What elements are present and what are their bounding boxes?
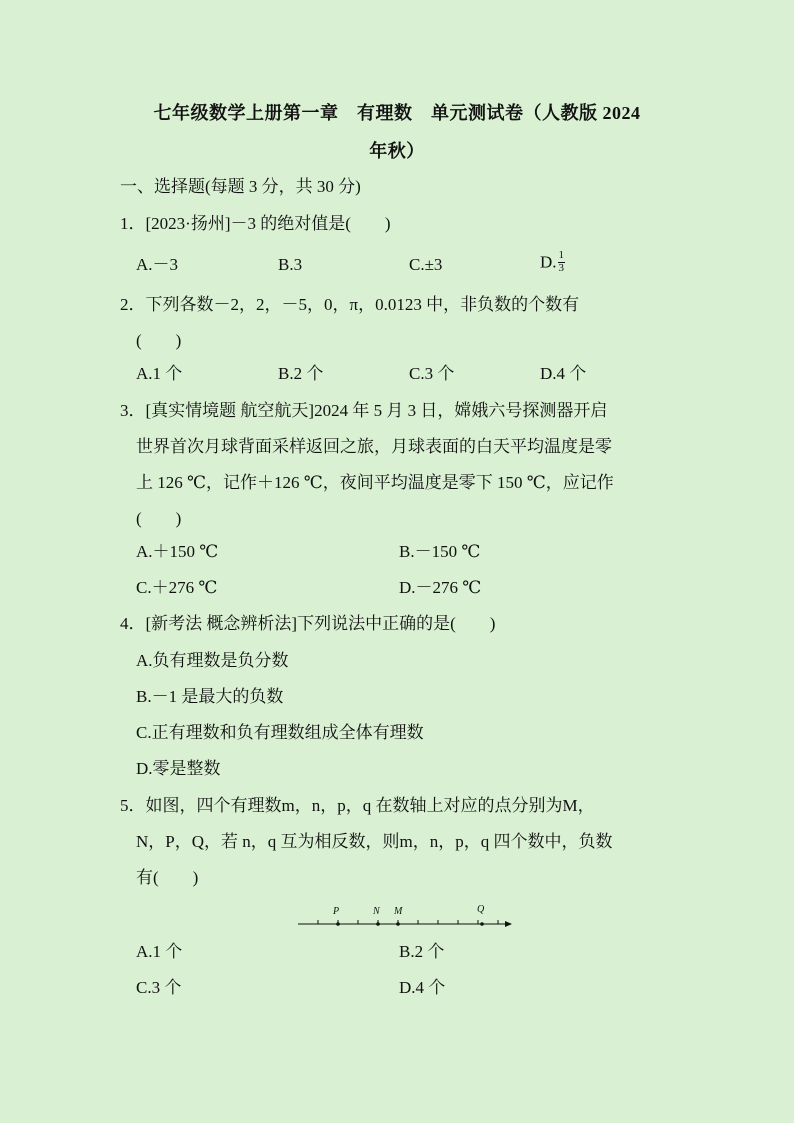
q2-option-c: C.3 个 [409, 364, 455, 383]
question-5-line3: 有( ) [136, 868, 199, 887]
question-3-line3: 上 126 ℃，记作＋126 ℃，夜间平均温度是零下 150 ℃，应记作 [136, 473, 614, 492]
point-n [376, 922, 380, 926]
q5-option-b: B.2 个 [399, 942, 445, 961]
page-title-line1: 七年级数学上册第一章 有理数 单元测试卷（人教版 2024 [153, 103, 641, 123]
point-p [336, 922, 340, 926]
q2-option-d: D.4 个 [540, 364, 587, 383]
q4-option-b: B.－1 是最大的负数 [136, 687, 284, 706]
q1-option-c: C.±3 [409, 255, 443, 274]
point-q [480, 922, 484, 926]
label-m: M [394, 906, 403, 917]
fraction-numerator: 1 [558, 249, 565, 261]
question-5-line1: 5．如图，四个有理数m，n，p，q 在数轴上对应的点分别为M， [120, 796, 595, 815]
label-q: Q [477, 904, 485, 915]
q3-option-b: B.－150 ℃ [399, 542, 481, 561]
q2-option-b: B.2 个 [278, 364, 324, 383]
q2-option-a: A.1 个 [136, 364, 183, 383]
question-3-line2: 世界首次月球背面采样返回之旅，月球表面的白天平均温度是零 [136, 437, 612, 456]
number-line-arrow [505, 921, 512, 927]
q1-option-d-prefix: D. [540, 252, 557, 272]
label-n: N [373, 906, 380, 917]
q3-option-c: C.＋276 ℃ [136, 578, 218, 597]
question-2-stem: 2．下列各数－2，2，－5，0，π，0.0123 中，非负数的个数有 [120, 295, 580, 314]
number-line-ticks [318, 920, 498, 924]
q3-option-d: D.－276 ℃ [399, 578, 482, 597]
page-title-line2: 年秋） [369, 141, 425, 161]
point-m [396, 922, 400, 926]
q3-option-a: A.＋150 ℃ [136, 542, 219, 561]
fraction-denominator: 3 [558, 261, 565, 274]
question-4-stem: 4．[新考法 概念辨析法]下列说法中正确的是( ) [120, 614, 496, 633]
question-5-line2: N，P，Q，若 n，q 互为相反数，则m，n，p，q 四个数中，负数 [136, 832, 613, 851]
q5-option-c: C.3 个 [136, 978, 182, 997]
q1-option-b: B.3 [278, 255, 303, 274]
question-3-paren: ( ) [136, 509, 182, 528]
q4-option-d: D.零是整数 [136, 759, 221, 778]
q1-option-d-fraction [558, 250, 566, 274]
q4-option-a: A.负有理数是负分数 [136, 651, 289, 670]
number-line-figure [296, 900, 516, 934]
question-1-stem: 1．[2023·扬州]－3 的绝对值是( ) [120, 214, 391, 233]
question-2-paren: ( ) [136, 331, 182, 350]
q5-option-a: A.1 个 [136, 942, 183, 961]
label-p: P [333, 906, 340, 917]
question-3-line1: 3．[真实情境题 航空航天]2024 年 5 月 3 日，嫦娥六号探测器开启 [120, 401, 608, 420]
q1-option-d [540, 250, 565, 274]
q1-option-a: A.－3 [136, 255, 179, 274]
section-heading: 一、选择题(每题 3 分，共 30 分) [120, 177, 361, 196]
q5-option-d: D.4 个 [399, 978, 446, 997]
q4-option-c: C.正有理数和负有理数组成全体有理数 [136, 723, 424, 742]
